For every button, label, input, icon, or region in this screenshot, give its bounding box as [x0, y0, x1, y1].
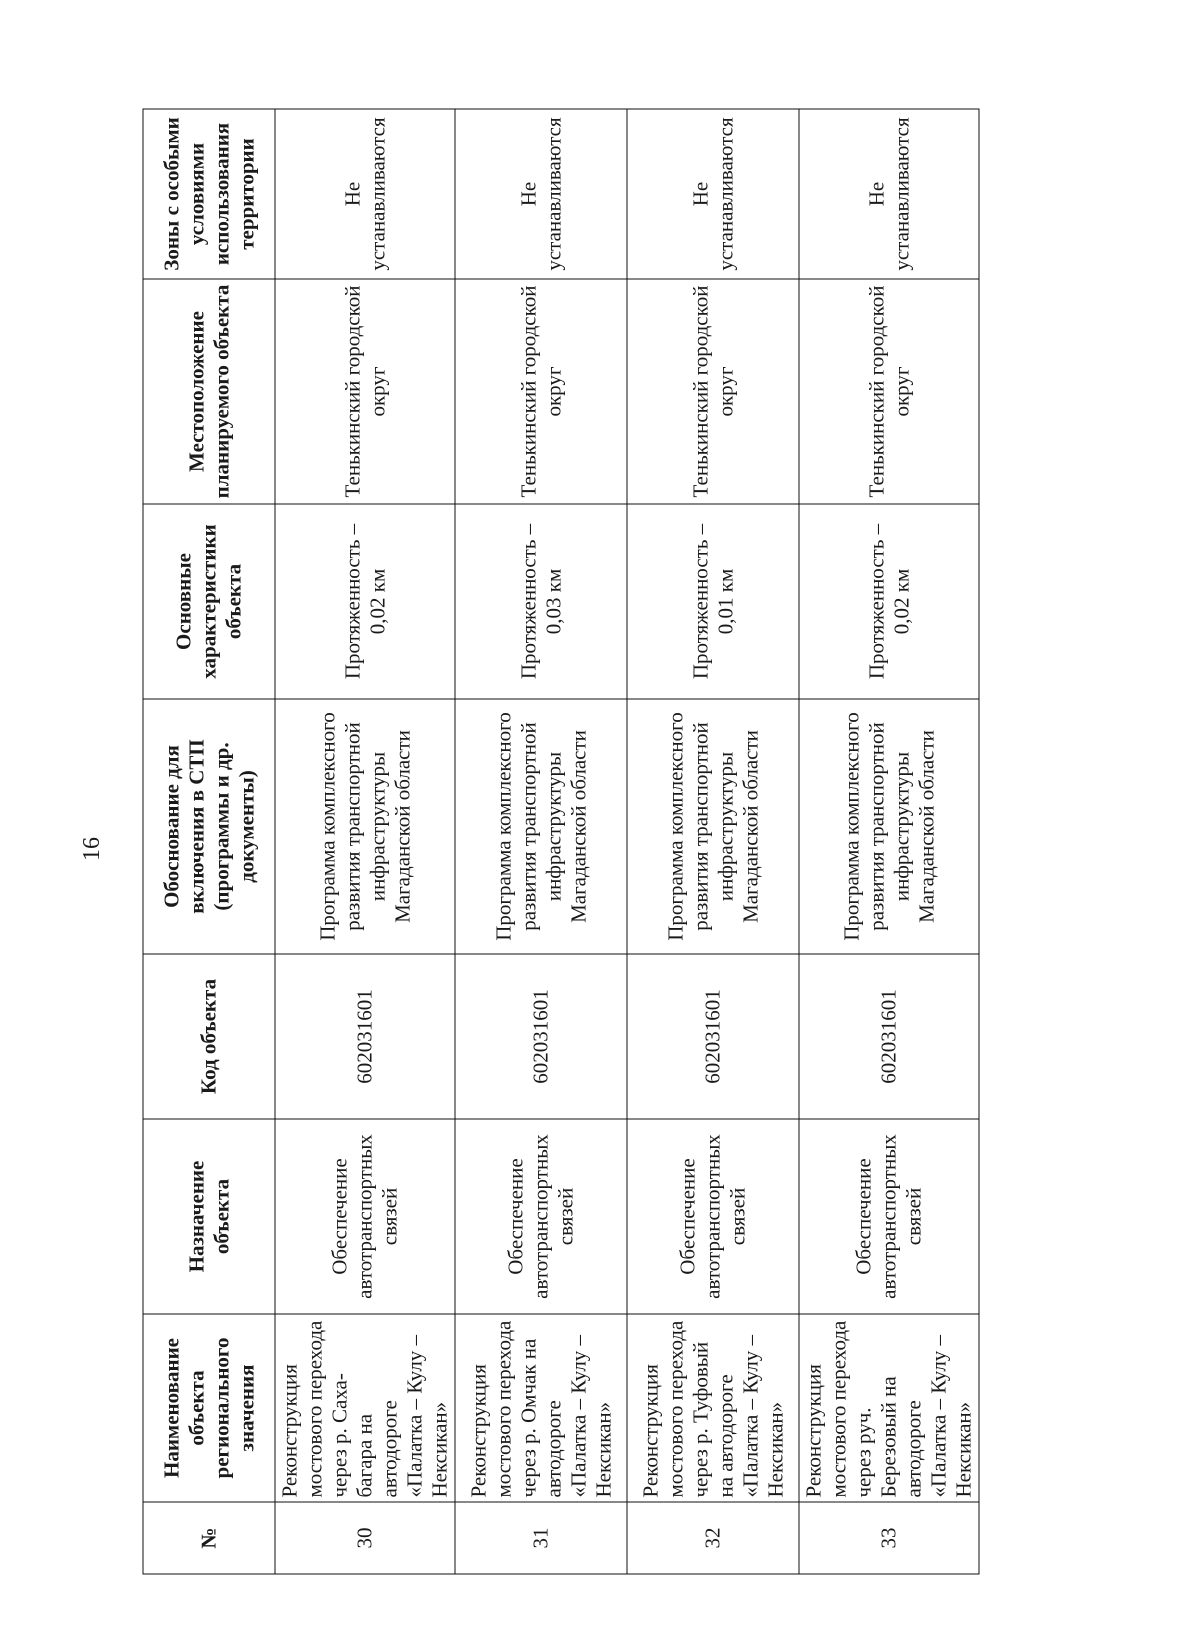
- table-row: [275, 109, 455, 1574]
- table-row: [627, 109, 799, 1574]
- rotated-table-wrapper: [143, 110, 976, 1575]
- cell-purpose: Обеспечение автотранспортных связей: [455, 1119, 627, 1314]
- header-basis: Обоснование для включения в СТП (программы и др. документы): [143, 699, 275, 954]
- cell-zones: Не устанавливаются: [275, 109, 455, 279]
- cell-location: Тенькинский городской округ: [275, 279, 455, 504]
- cell-zones: Не устанавливаются: [455, 109, 627, 279]
- cell-basis: Программа комплексного развития транспортной инфраструктуры Магаданской области: [455, 699, 627, 954]
- header-code: Код объекта: [143, 954, 275, 1119]
- cell-location: Тенькинский городской округ: [455, 279, 627, 504]
- table-row: [455, 109, 627, 1574]
- cell-characteristics: Протяженность – 0,02 км: [275, 504, 455, 699]
- cell-no: 30: [275, 1502, 455, 1574]
- header-purpose: Назначение объекта: [143, 1119, 275, 1314]
- cell-name: Реконструкция мостового перехода через р. Туфовый на автодороге «Палатка – Кулу – Нексикан»: [627, 1314, 799, 1502]
- cell-characteristics: Протяженность – 0,03 км: [455, 504, 627, 699]
- cell-location: Тенькинский городской округ: [799, 279, 979, 504]
- cell-basis: Программа комплексного развития транспортной инфраструктуры Магаданской области: [799, 699, 979, 954]
- cell-no: 31: [455, 1502, 627, 1574]
- cell-code: 602031601: [455, 954, 627, 1119]
- cell-name: Реконструкция мостового перехода через р. Омчак на автодороге «Палатка – Кулу – Нексикан»: [455, 1314, 627, 1502]
- cell-purpose: Обеспечение автотранспортных связей: [799, 1119, 979, 1314]
- header-location: Местоположение планируемого объекта: [143, 279, 275, 504]
- cell-name: Реконструкция мостового перехода через р. Саха-багара на автодороге «Палатка – Кулу – Нексикан»: [275, 1314, 455, 1502]
- cell-location: Тенькинский городской округ: [627, 279, 799, 504]
- cell-code: 602031601: [275, 954, 455, 1119]
- cell-characteristics: Протяженность – 0,02 км: [799, 504, 979, 699]
- header-no: №: [143, 1502, 275, 1574]
- cell-basis: Программа комплексного развития транспортной инфраструктуры Магаданской области: [627, 699, 799, 954]
- cell-no: 32: [627, 1502, 799, 1574]
- header-characteristics: Основные характеристики объекта: [143, 504, 275, 699]
- page-number: 16: [79, 837, 105, 861]
- cell-code: 602031601: [799, 954, 979, 1119]
- table-row: [799, 109, 979, 1574]
- cell-purpose: Обеспечение автотранспортных связей: [275, 1119, 455, 1314]
- header-name: Наименование объекта регионального значения: [143, 1314, 275, 1502]
- cell-zones: Не устанавливаются: [799, 109, 979, 279]
- header-zones: Зоны с особыми условиями использования территории: [143, 109, 275, 279]
- cell-basis: Программа комплексного развития транспортной инфраструктуры Магаданской области: [275, 699, 455, 954]
- cell-purpose: Обеспечение автотранспортных связей: [627, 1119, 799, 1314]
- regional-objects-table: [143, 109, 980, 1575]
- cell-no: 33: [799, 1502, 979, 1574]
- cell-zones: Не устанавливаются: [627, 109, 799, 279]
- table-header-row: [143, 109, 275, 1574]
- cell-code: 602031601: [627, 954, 799, 1119]
- cell-name: Реконструкция мостового перехода через руч. Березовый на автодороге «Палатка – Кулу – Нексикан»: [799, 1314, 979, 1502]
- cell-characteristics: Протяженность – 0,01 км: [627, 504, 799, 699]
